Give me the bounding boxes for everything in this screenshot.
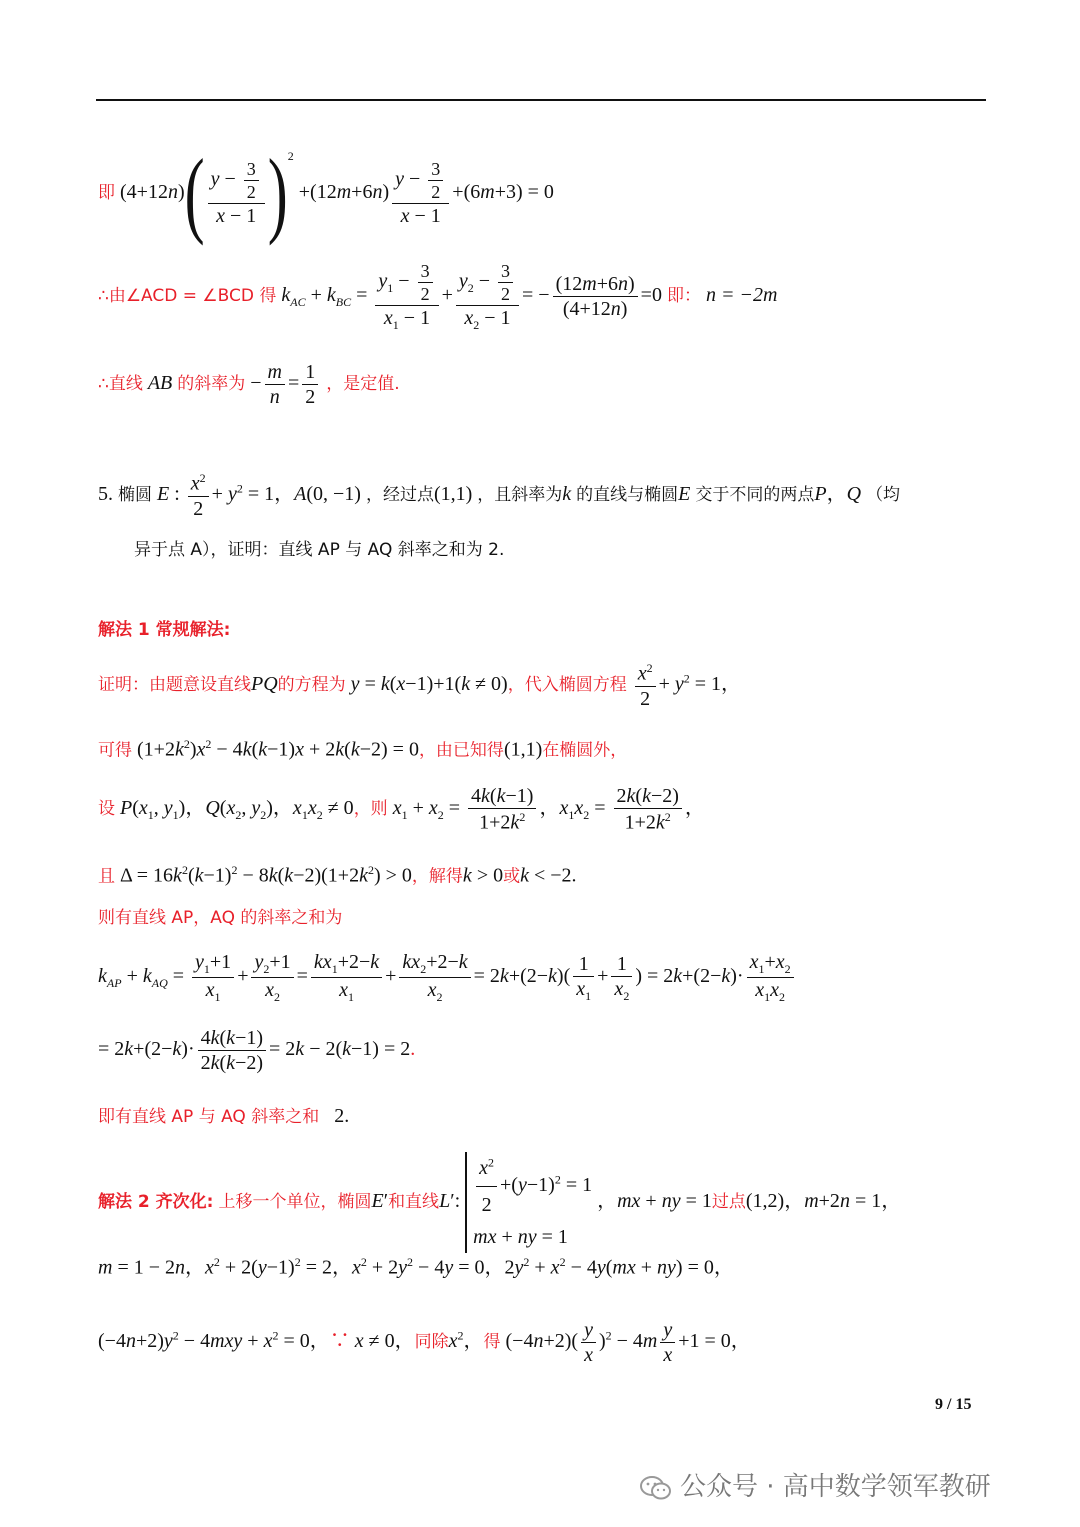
solution-1-line-2: 可得 $(1+2k^2)x^2 - 4k(k-1)x + 2k(k-2) = 0$，由已知得(1,1)在椭圆外， [98,737,628,761]
header-rule [96,99,986,101]
wechat-icon [640,1475,672,1501]
solution-1-line-5: 则有直线 AP，AQ 的斜率之和为 [98,908,343,928]
page-number: 9 / 15 [935,1396,972,1413]
solution-1-line-4: 且 $\Delta = 16k^2(k-1)^2 - 8k(k-2)(1+2k^2) > 0$，解得k > 0或k < −2. [98,863,577,887]
solution-1-line-8: 即有直线 AP 与 AQ 斜率之和 2. [98,1105,350,1127]
equation-line-3: ∴直线 AB 的斜率为 − $\frac{m}{n}$ = $\frac{1}{2}$ ，是定值. [98,361,400,408]
solution-2-line-3: $(-4n+2)y^2 - 4mxy + x^2 = 0$，∵ x ≠ 0，同除$x^2$，得 (−4n+2)( $\frac{y}{x}$ )$^2$ − 4m $\frac{y}{x}$ +1 = 0， [98,1319,751,1366]
problem-5-line-2: 异于点 A），证明：直线 AP 与 AQ 斜率之和为 2. [134,540,505,560]
watermark: 公众号 · 高中数学领军教研 [640,1466,991,1503]
equation-line-1: 即 (4+12n)( y − $\frac{3}{2}$ x − 1 )$^2$ +(12m+6n) y − $\frac{3}{2}$ x − 1 +(6m+3) = 0 [98,140,554,247]
solution-2-line-2: m = 1 − 2n，$x^2 + 2(y-1)^2 = 2$，$x^2 + 2y^2 - 4y = 0$，$2y^2 + x^2 - 4y(mx + ny) = 0$， [98,1255,734,1279]
solution-1-line-7: = 2k+(2−k)· $\frac{4k(k-1)}{2k(k-2)}$ = 2k − 2(k−1) = 2. [98,1027,416,1074]
equation-line-2: ∴由∠ACD = ∠BCD 得 $k_{AC} + k_{BC}$ = $y_1$ − $\frac{3}{2}$ $x_1 - 1$ + $y_2$ − $\frac{3}{2}$ $x_2 - 1$ = − $\frac{(12m+6n)}{(4+12n)}$ =0 即： n = −2m [98,261,778,332]
solution-1-line-6: $k_{AP} + k_{AQ}$ = $\frac{y_1+1}{x_1}$ + $\frac{y_2+1}{x_2}$ = $\frac{kx_1+2-k}{x_1}$ + $\frac{kx_2+2-k}{x_2}$ = 2k+(2−k)( $\frac{1}{x_1}$ + $\frac{1}{x_2}$ ) = 2k+(2−k)· $\frac{x_1+x_2}{x_1x_2}$ [98,952,797,1003]
problem-5-line-1: 5. 椭圆 E : $\frac{x^2}{2}$ + $y^2 = 1$，A(0, −1) ，经过点(1,1) ，且斜率为k 的直线与椭圆E 交于不同的两点P，Q （均 [98,471,901,520]
solution-1-line-1: 证明：由题意设直线PQ的方程为 y = k(x−1)+1(k ≠ 0)，代入椭圆方程 $\frac{x^2}{2}$ + $y^2 = 1$， [98,661,742,710]
solution-1-line-3: 设 $P(x_1$, $y_1$)，$Q(x_2$, $y_2$)，$x_1x_2 \ne 0$，则 $x_1 + x_2$ = $\frac{4k(k-1)}{1+2k^2}$ ，$x_1x_2$ = $\frac{2k(k-2)}{1+2k^2}$ ， [98,785,705,834]
solution-2-line-1: 解法 2 齐次化: 上移一个单位，椭圆E′和直线L′: $\frac{x^2}{2}$ $+(y-1)^2 = 1$ mx + ny = 1 ，mx + ny = 1过点(1,2)，m+2n = 1， [98,1152,901,1253]
solution-1-title: 解法 1 常规解法: [98,620,231,640]
